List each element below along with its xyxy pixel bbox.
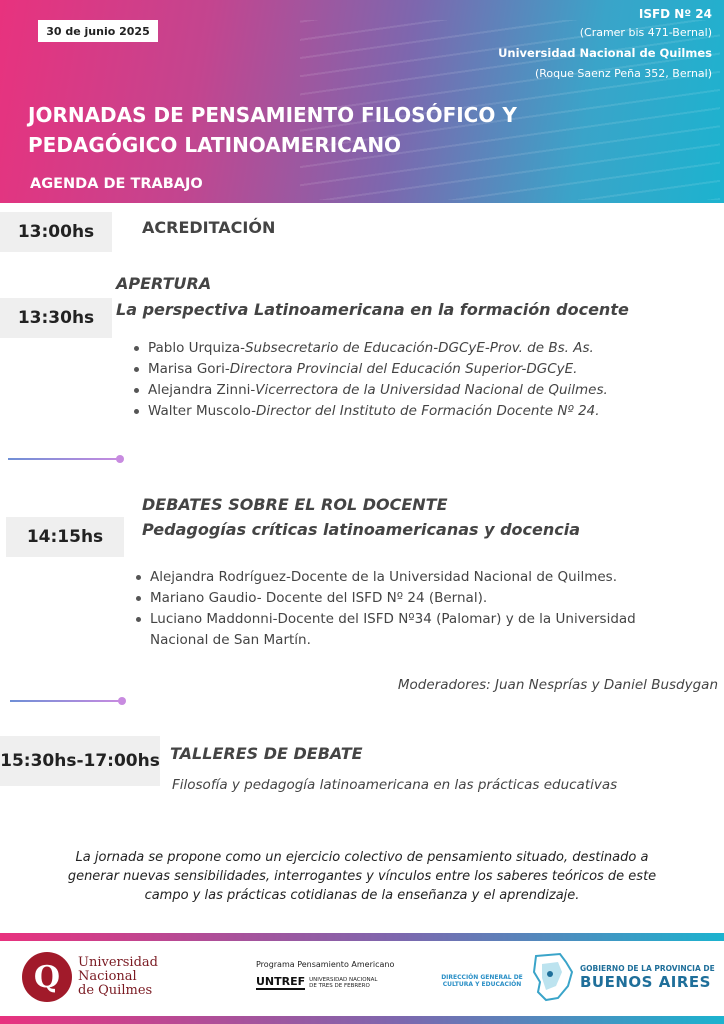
untref-subtitle: UNIVERSIDAD NACIONAL DE TRES DE FEBRERO (309, 976, 378, 989)
list-item: Pablo Urquiza-Subsecretario de Educación-DGCyE-Prov. de Bs. As. (132, 338, 712, 359)
untref-program: Programa Pensamiento Americano (256, 960, 395, 969)
speaker-continuation: Nacional de San Martín. (150, 632, 311, 648)
time-debates: 14:15hs (6, 517, 124, 557)
untref-logo (256, 960, 394, 990)
venue-1-name: ISFD Nº 24 (638, 7, 712, 21)
footer-bottom-bar (0, 1016, 724, 1024)
closing-line-3: campo y las prácticas cotidianas de la enseñanza y el aprendizaje. (144, 888, 580, 903)
list-item: Mariano Gaudio- Docente del ISFD Nº 24 (Bernal). (134, 588, 720, 609)
footer-top-bar (0, 933, 724, 941)
section-subtitle-talleres: Filosofía y pedagogía latinoamericana en las prácticas educativas (172, 777, 618, 793)
time-apertura: 13:30hs (0, 298, 112, 338)
dgcye-line-1: DIRECCIÓN GENERAL DE (441, 974, 523, 981)
ba-top-text: GOBIERNO DE LA PROVINCIA DE (580, 963, 715, 973)
section-title-debates: DEBATES SOBRE EL ROL DOCENTE (142, 495, 448, 514)
section-divider (10, 700, 122, 702)
section-subtitle-apertura: La perspectiva Latinoamericana en la formación docente (116, 300, 629, 319)
section-title-acreditacion: ACREDITACIÓN (142, 218, 276, 237)
venue-info (498, 6, 712, 86)
agenda-label: AGENDA DE TRABAJO (30, 176, 203, 192)
unq-line-1: Universidad (78, 955, 158, 970)
venue-1-address: (Cramer bis 471-Bernal) (579, 26, 712, 39)
list-item: Walter Muscolo-Director del Instituto de Formación Docente Nº 24. (132, 401, 712, 422)
date-badge: 30 de junio 2025 (38, 20, 158, 42)
closing-statement (22, 848, 702, 905)
closing-line-2: generar nuevas sensibilidades, interrogantes y vínculos entre los saberes teóricos de este (67, 869, 657, 884)
section-subtitle-debates: Pedagogías críticas latinoamericanas y docencia (142, 520, 581, 539)
list-item: Marisa Gori-Directora Provincial del Educación Superior-DGCyE. (132, 359, 712, 380)
debates-speaker-list (134, 567, 720, 630)
event-title-line-1: JORNADAS DE PENSAMIENTO FILOSÓFICO Y (28, 103, 517, 127)
unq-logo (22, 952, 158, 1002)
moderators-text: Moderadores: Juan Nesprías y Daniel Busdygan (397, 677, 718, 693)
section-title-apertura: APERTURA (116, 274, 212, 293)
event-title-line-2: PEDAGÓGICO LATINOAMERICANO (28, 133, 402, 157)
dgcye-line-2: CULTURA Y EDUCACIÓN (442, 981, 522, 988)
time-acreditacion: 13:00hs (0, 212, 112, 252)
dgcye-logo (440, 974, 524, 988)
province-map-icon (530, 952, 574, 1002)
venue-2-address: (Roque Saenz Peña 352, Bernal) (534, 67, 712, 80)
list-item: Alejandra Zinni-Vicerrectora de la Universidad Nacional de Quilmes. (132, 380, 712, 401)
section-divider (8, 458, 120, 460)
closing-line-1: La jornada se propone como un ejercicio colectivo de pensamiento situado, destinado a (75, 850, 649, 865)
list-item: Alejandra Rodríguez-Docente de la Universidad Nacional de Quilmes. (134, 567, 720, 588)
ba-main-text: BUENOS AIRES (580, 972, 711, 991)
buenos-aires-logo (530, 952, 715, 1002)
list-item: Luciano Maddonni-Docente del ISFD Nº34 (Palomar) y de la Universidad (134, 609, 720, 630)
venue-2-name: Universidad Nacional de Quilmes (498, 46, 712, 60)
time-talleres: 15:30hs-17:00hs (0, 736, 160, 786)
apertura-speaker-list (132, 338, 712, 422)
event-title (28, 100, 648, 160)
header-banner (0, 0, 724, 203)
unq-line-3: de Quilmes (78, 983, 153, 998)
unq-q-icon: Q (22, 952, 72, 1002)
untref-name: UNTREF (256, 975, 306, 988)
unq-line-2: Nacional (78, 969, 137, 984)
section-title-talleres: TALLERES DE DEBATE (170, 744, 363, 763)
